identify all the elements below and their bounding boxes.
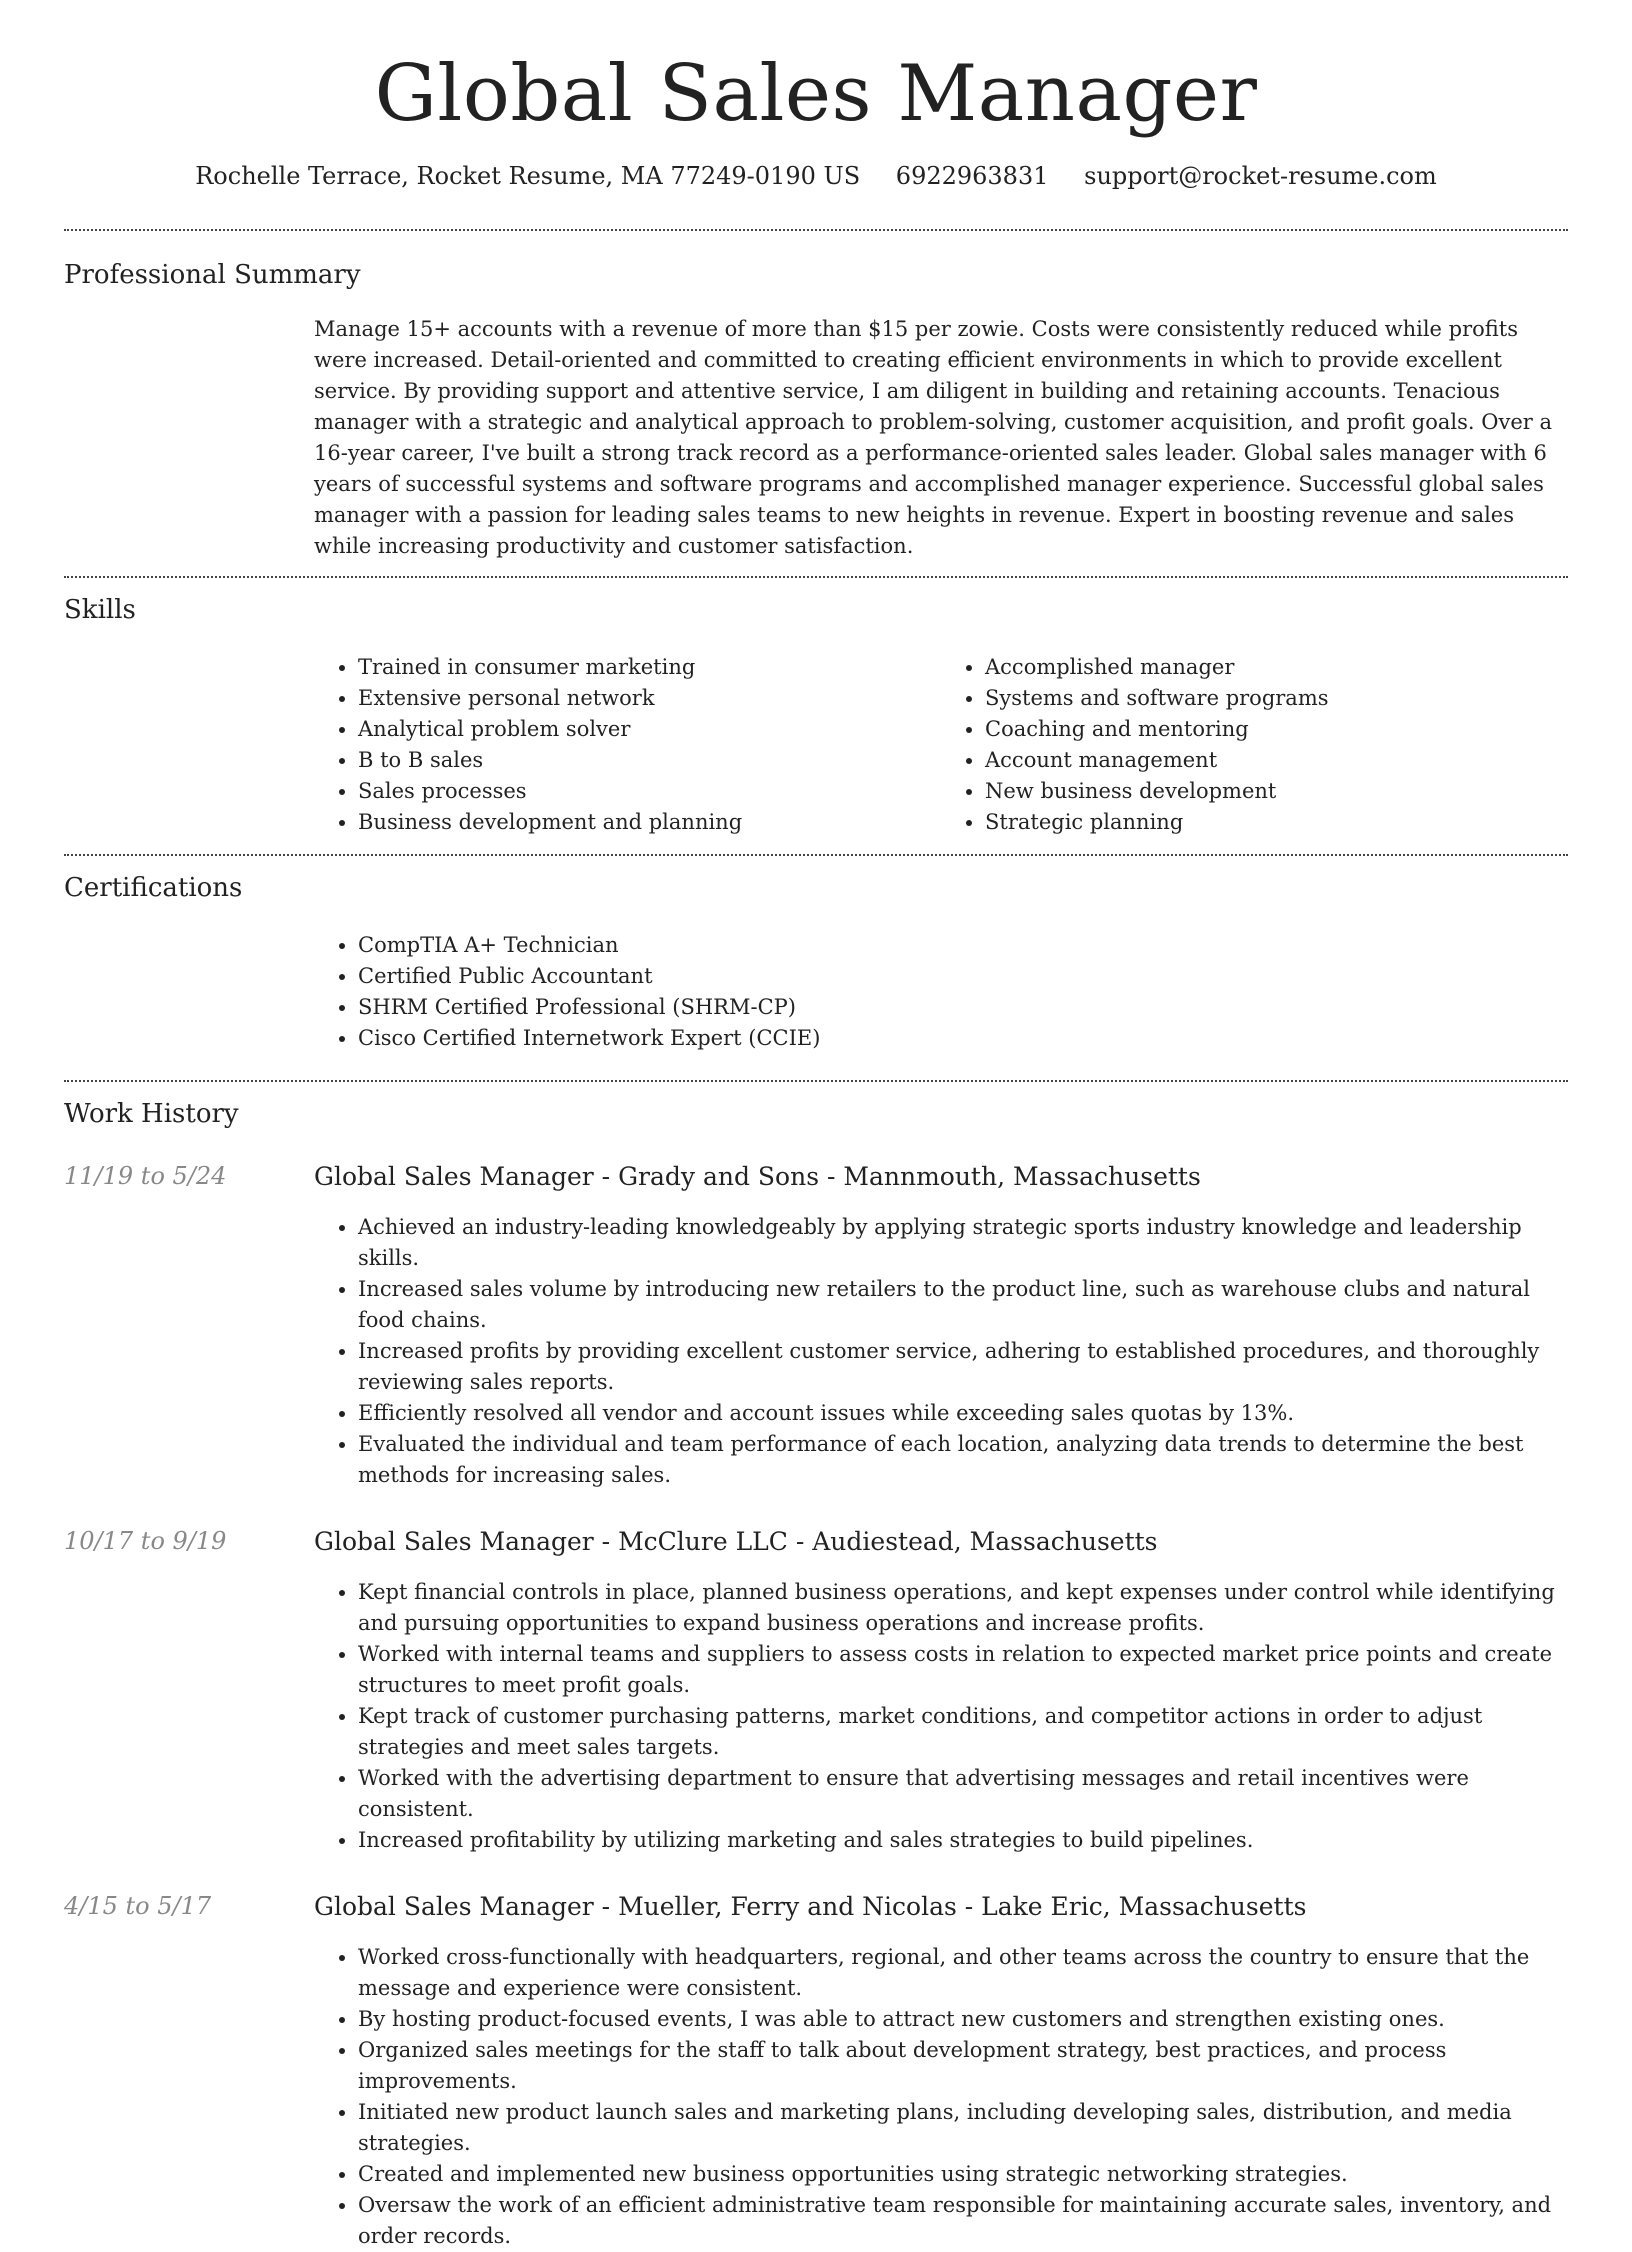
certification-item: • SHRM Certified Professional (SHRM-CP) <box>358 992 1568 1023</box>
job-bullet: • Increased profitability by utilizing marketing and sales strategies to build pipelines. <box>358 1825 1568 1856</box>
skill-item: • Business development and planning <box>358 807 941 838</box>
skill-item: • Sales processes <box>358 776 941 807</box>
job-bullets <box>314 1212 1568 1491</box>
job-bullets <box>314 1942 1568 2252</box>
skill-item: • New business development <box>985 776 1568 807</box>
skill-item: • Systems and software programs <box>985 683 1568 714</box>
job-bullet: • Evaluated the individual and team performance of each location, analyzing data trends to determine the best methods for increasing sales. <box>358 1429 1568 1491</box>
job-bullet: • Efficiently resolved all vendor and account issues while exceeding sales quotas by 13%. <box>358 1398 1568 1429</box>
job-bullet: • Oversaw the work of an efficient administrative team responsible for maintaining accurate sales, inventory, and order records. <box>358 2190 1568 2252</box>
work-history-heading: Work History <box>64 1098 239 1129</box>
contact-email: support@rocket-resume.com <box>1084 161 1437 190</box>
job-title: Global Sales Manager - Mueller, Ferry and Nicolas - Lake Eric, Massachusetts <box>314 1891 1307 1921</box>
skills-heading: Skills <box>64 595 136 626</box>
job-bullet: • By hosting product-focused events, I was able to attract new customers and strengthen existing ones. <box>358 2004 1568 2035</box>
job-bullet: • Worked cross-functionally with headquarters, regional, and other teams across the country to ensure that the message and experience were consistent. <box>358 1942 1568 2004</box>
contact-phone: 6922963831 <box>895 161 1049 190</box>
job-date: 10/17 to 9/19 <box>64 1526 227 1555</box>
job-bullet: • Increased sales volume by introducing new retailers to the product line, such as warehouse clubs and natural food chains. <box>358 1274 1568 1336</box>
certification-item: • Cisco Certified Internetwork Expert (CCIE) <box>358 1023 1568 1054</box>
job-title: Global Sales Manager - McClure LLC - Audiestead, Massachusetts <box>314 1526 1158 1556</box>
work-history-section <box>64 1082 1568 2252</box>
contact-line <box>64 162 1568 191</box>
candidate-name: Global Sales Manager <box>374 49 1258 139</box>
job-bullets <box>314 1577 1568 1856</box>
job-bullet: • Worked with internal teams and suppliers to assess costs in relation to expected market price points and create structures to meet profit goals. <box>358 1639 1568 1701</box>
skills-list-left <box>314 652 941 838</box>
job-bullet: • Initiated new product launch sales and marketing plans, including developing sales, distribution, and media strategies. <box>358 2097 1568 2159</box>
skill-item: • B to B sales <box>358 745 941 776</box>
summary-text: Manage 15+ accounts with a revenue of more than $15 per zowie. Costs were consistently reduced while profits were increased. Detail-oriented and committed to creating efficient environments in which to provide excellent service. By providing support and attentive service, I am diligent in building and retaining accounts. Tenacious manager with a strategic and analytical approach to problem-solving, customer acquisition, and profit goals. Over a 16-year career, I've built a strong track record as a performance-oriented sales leader. Global sales manager with 6 years of successful systems and software programs and accomplished manager experience. Successful global sales manager with a passion for leading sales teams to new heights in revenue. Expert in boosting revenue and sales while increasing productivity and customer satisfaction. <box>314 317 1552 559</box>
contact-address: Rochelle Terrace, Rocket Resume, MA 77249-0190 US <box>195 161 861 190</box>
job-bullet: • Kept financial controls in place, planned business operations, and kept expenses under control while identifying and pursuing opportunities to expand business operations and increase profits. <box>358 1577 1568 1639</box>
job-bullet: • Worked with the advertising department to ensure that advertising messages and retail incentives were consistent. <box>358 1763 1568 1825</box>
job-date: 4/15 to 5/17 <box>64 1891 212 1920</box>
resume-header <box>64 0 1568 191</box>
skills-section <box>64 578 1568 854</box>
skill-item: • Accomplished manager <box>985 652 1568 683</box>
skill-item: • Account management <box>985 745 1568 776</box>
certifications-heading: Certifications <box>64 873 243 904</box>
certifications-list <box>314 930 1568 1080</box>
skill-item: • Coaching and mentoring <box>985 714 1568 745</box>
job-date: 11/19 to 5/24 <box>64 1161 227 1190</box>
job-bullet: • Increased profits by providing excellent customer service, adhering to established procedures, and thoroughly reviewing sales reports. <box>358 1336 1568 1398</box>
skill-item: • Trained in consumer marketing <box>358 652 941 683</box>
summary-section <box>64 231 1568 577</box>
job-entry <box>64 1160 1568 1491</box>
skills-columns <box>314 652 1568 838</box>
summary-heading: Professional Summary <box>64 259 361 290</box>
certification-item: • Certified Public Accountant <box>358 961 1568 992</box>
job-bullet: • Created and implemented new business opportunities using strategic networking strategies. <box>358 2159 1568 2190</box>
job-bullet: • Achieved an industry-leading knowledgeably by applying strategic sports industry knowledge and leadership skills. <box>358 1212 1568 1274</box>
job-entry <box>64 1890 1568 2252</box>
skills-list-right <box>941 652 1568 838</box>
job-bullet: • Organized sales meetings for the staff to talk about development strategy, best practices, and process improvements. <box>358 2035 1568 2097</box>
job-title: Global Sales Manager - Grady and Sons - Mannmouth, Massachusetts <box>314 1161 1201 1191</box>
skill-item: • Extensive personal network <box>358 683 941 714</box>
skill-item: • Analytical problem solver <box>358 714 941 745</box>
job-bullet: • Kept track of customer purchasing patterns, market conditions, and competitor actions in order to adjust strategies and meet sales targets. <box>358 1701 1568 1763</box>
certification-item: • CompTIA A+ Technician <box>358 930 1568 961</box>
job-entry <box>64 1525 1568 1856</box>
skill-item: • Strategic planning <box>985 807 1568 838</box>
certifications-section <box>64 856 1568 1080</box>
